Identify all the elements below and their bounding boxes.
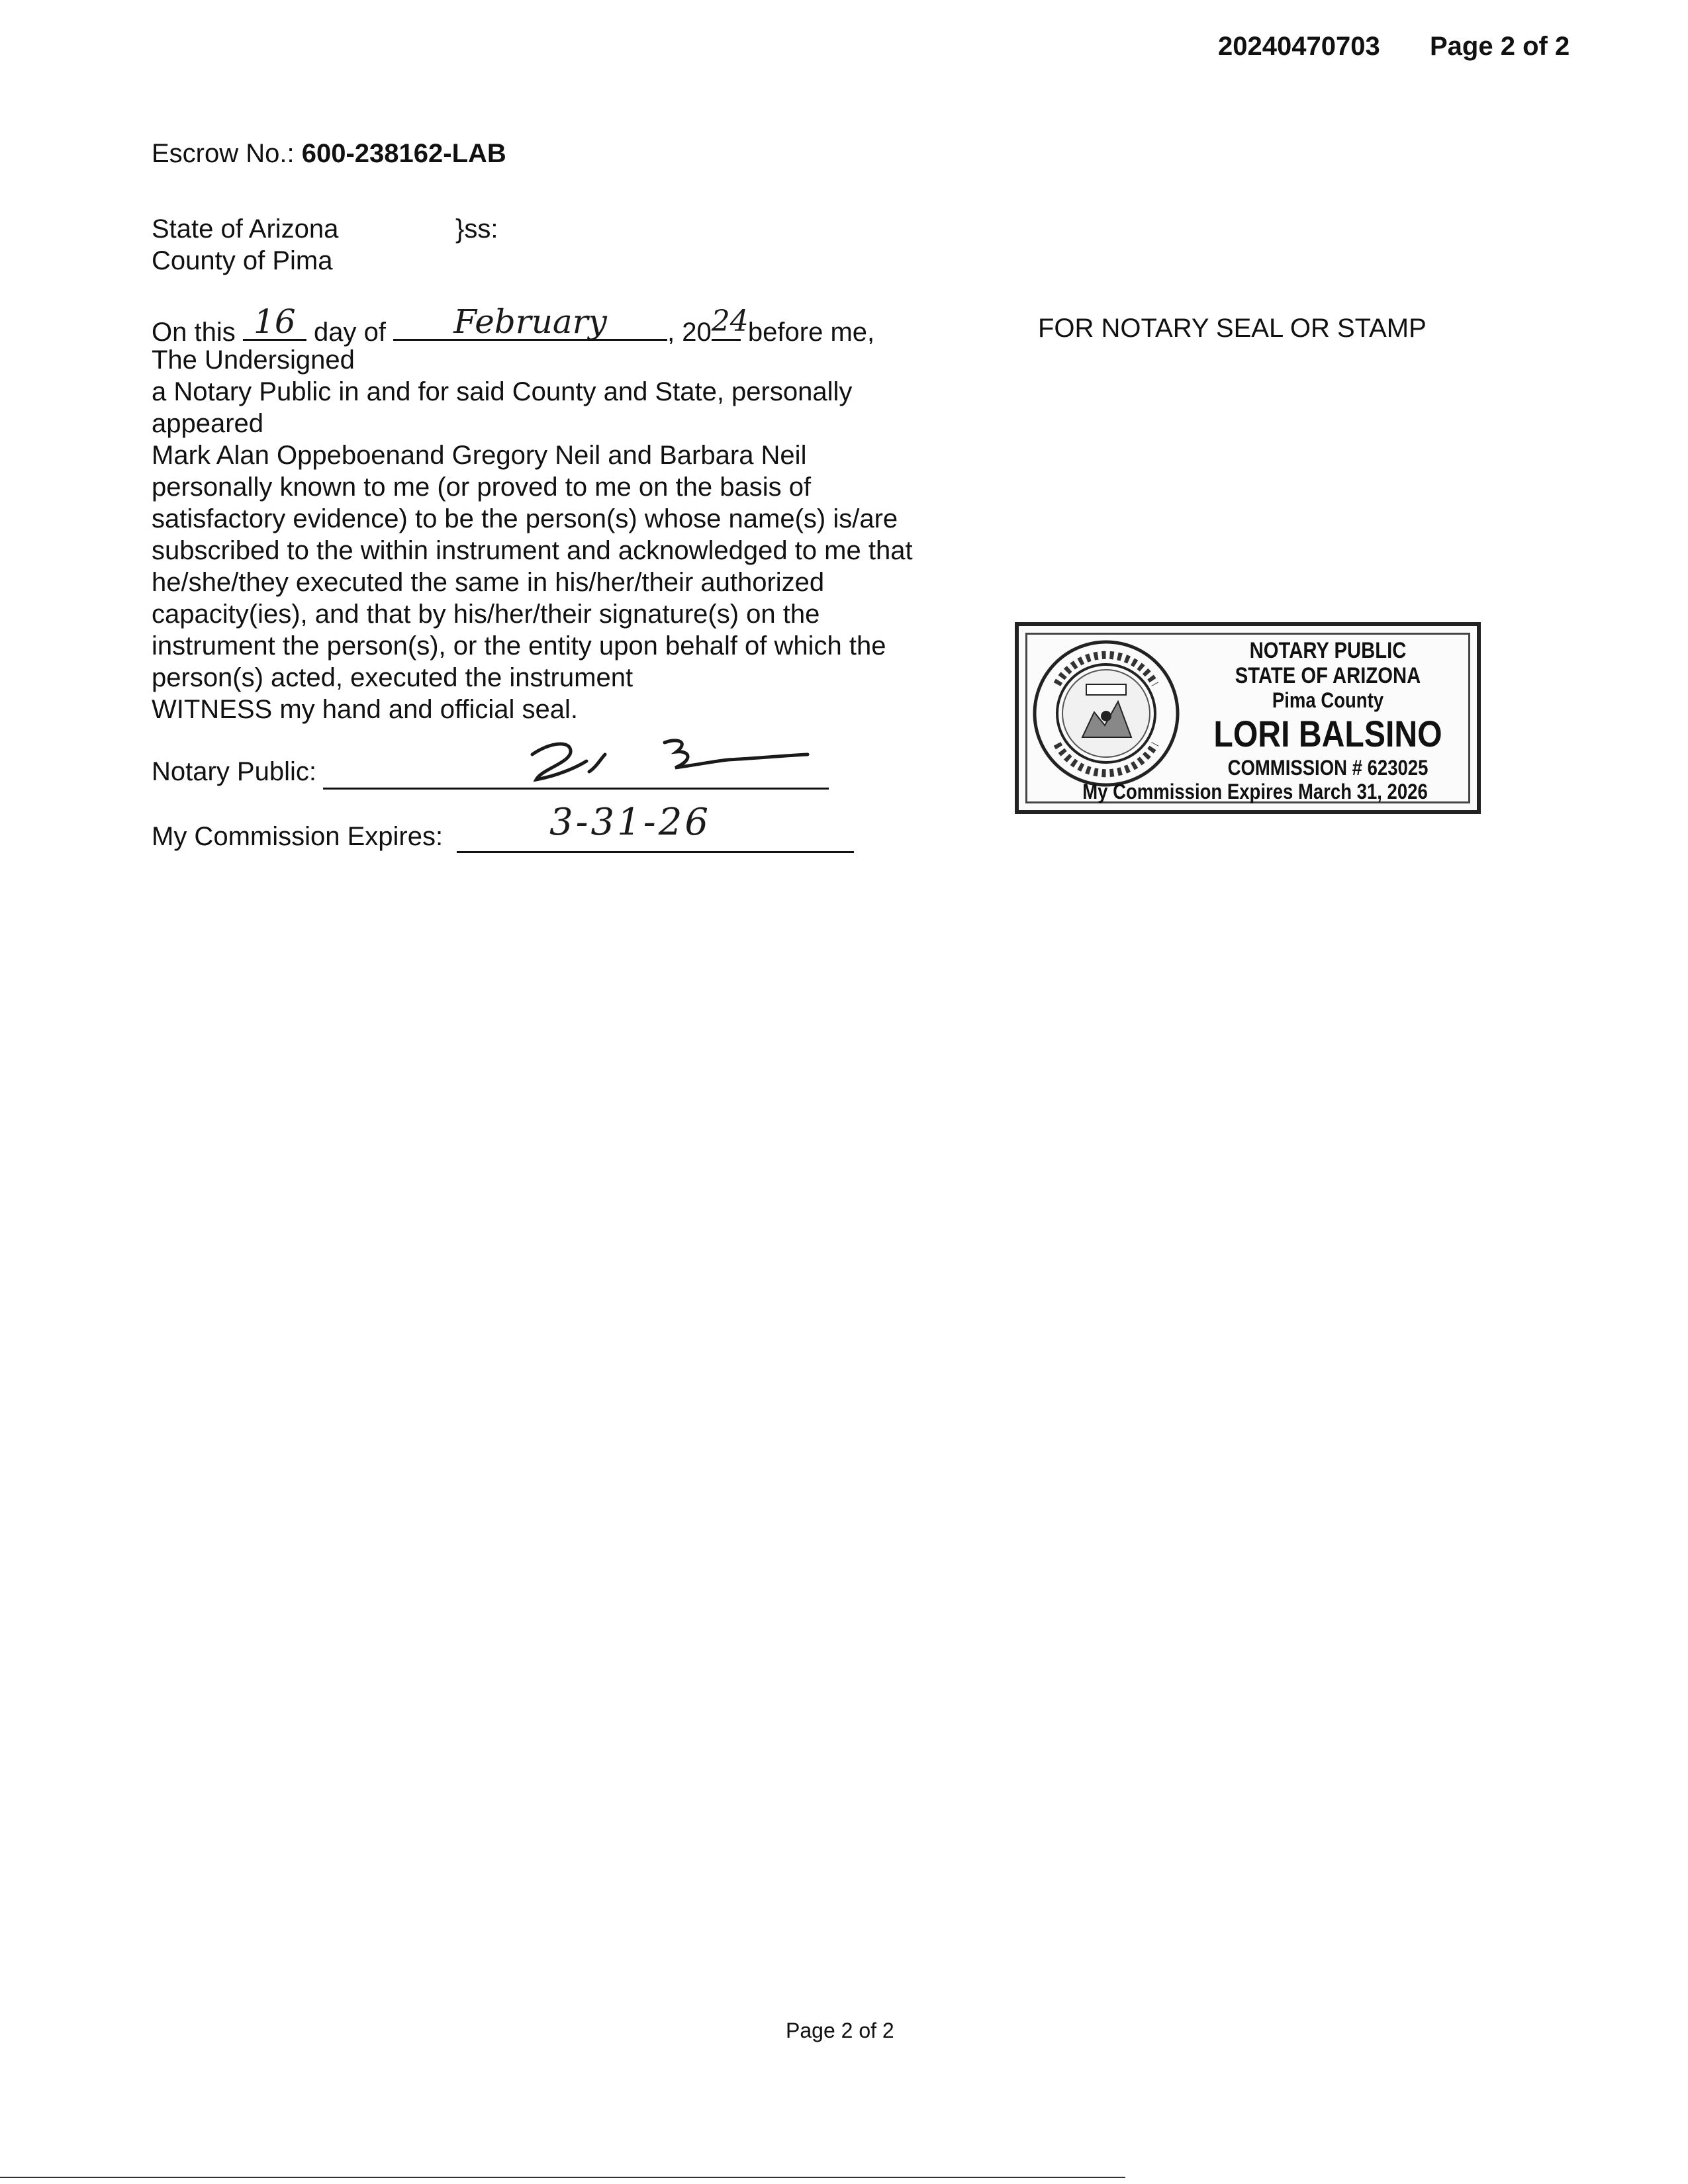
stamp-county: Pima County: [1272, 688, 1384, 712]
body-line: The Undersigned: [152, 345, 355, 375]
body-line: subscribed to the within instrument and acknowledged to me that: [152, 536, 913, 565]
body-line: appeared: [152, 409, 264, 438]
stamp-title: NOTARY PUBLIC: [1249, 638, 1407, 663]
body-line: personally known to me (or proved to me on the basis of: [152, 473, 812, 502]
body-line: WITNESS my hand and official seal.: [152, 695, 578, 724]
body-line: Mark Alan Oppeboenand Gregory Neil and Barbara Neil: [152, 441, 807, 470]
acknowledgment-body: [152, 344, 913, 725]
escrow-line: [152, 138, 506, 169]
arizona-state-seal: [1031, 638, 1182, 789]
acknowledgment-date-line: [152, 302, 875, 348]
venue-ss: }ss:: [455, 214, 498, 244]
notary-signature: [523, 728, 814, 788]
notary-stamp: [1015, 622, 1481, 814]
body-line: capacity(ies), and that by his/her/their signature(s) on the: [152, 600, 820, 629]
body-line: a Notary Public in and for said County and State, personally: [152, 377, 853, 406]
seal-box-label: FOR NOTARY SEAL OR STAMP: [1038, 314, 1427, 343]
document-number: 20240470703: [1218, 32, 1380, 61]
day-handwritten: 16: [254, 302, 296, 341]
body-line: satisfactory evidence) to be the person(s) whose name(s) is/are: [152, 504, 898, 533]
day-of-label: day of: [313, 318, 386, 347]
footer-page-indicator: Page 2 of 2: [786, 2019, 894, 2042]
stamp-state: STATE OF ARIZONA: [1235, 663, 1421, 688]
commission-expires-label: My Commission Expires:: [152, 822, 444, 851]
year-blank: [711, 304, 749, 341]
commission-expires-handwritten: 3-31-26: [549, 801, 711, 844]
page-indicator: Page 2 of 2: [1430, 32, 1570, 61]
year-prefix: , 20: [667, 318, 712, 347]
on-this-label: On this: [152, 318, 236, 347]
year-handwritten: 24: [711, 304, 749, 338]
footer-rule: [0, 2177, 1125, 2178]
notary-public-label: Notary Public:: [152, 757, 316, 786]
stamp-commission-expiry: My Commission Expires March 31, 2026: [1082, 780, 1428, 803]
body-line: he/she/they executed the same in his/her/their authorized: [152, 568, 825, 597]
stamp-commission-number: COMMISSION # 623025: [1227, 756, 1429, 780]
escrow-label: Escrow No.:: [152, 139, 295, 168]
month-handwritten: February: [453, 302, 607, 341]
day-blank: [243, 302, 306, 341]
stamp-notary-name: LORI BALSINO: [1213, 713, 1442, 754]
before-me-label: before me,: [747, 318, 875, 347]
body-line: person(s) acted, executed the instrument: [152, 663, 633, 692]
body-line: instrument the person(s), or the entity upon behalf of which the: [152, 631, 886, 660]
month-blank: [393, 302, 667, 341]
escrow-number: 600-238162-LAB: [301, 139, 506, 168]
venue-state: State of Arizona: [152, 214, 339, 244]
venue-county: County of Pima: [152, 246, 333, 275]
